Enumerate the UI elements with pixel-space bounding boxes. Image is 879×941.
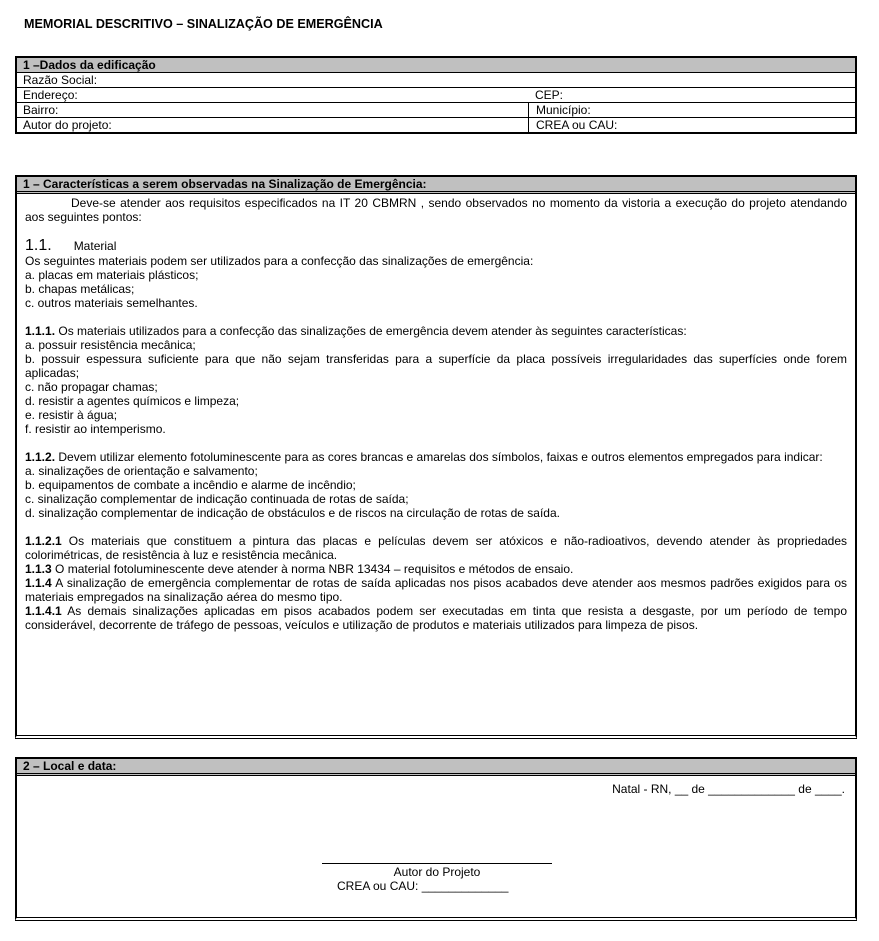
section-1-1-2-number: 1.1.2. <box>25 450 56 464</box>
list-item: b. possuir espessura suficiente para que não sejam transferidas para a superfície da placa possíveis irregularidades das superfícies onde forem aplicadas; <box>25 352 847 380</box>
list-item: c. outros materiais semelhantes. <box>25 296 198 310</box>
section-1-1-4-1-number: 1.1.4.1 <box>25 604 62 618</box>
section-1-1-heading <box>25 238 847 254</box>
section-1-1-4 <box>25 576 847 604</box>
section-1-1-4-text: A sinalização de emergência complementar de rotas de saída aplicadas nos pisos acabados deve atender aos mesmos padrões exigidos para os materiais empregados na sinalização aérea do mesmo tipo. <box>25 576 847 604</box>
section-1-1-2-1-number: 1.1.2.1 <box>25 534 62 548</box>
section-1-1-1 <box>25 324 847 338</box>
date-line: Natal - RN, __ de _____________ de ____. <box>612 782 845 796</box>
municipio-label: Município: <box>528 103 591 117</box>
list-item: f. resistir ao intemperismo. <box>25 422 166 436</box>
intro-paragraph: Deve-se atender aos requisitos especificados na IT 20 CBMRN , sendo observados no momento da vistoria a execução do projeto atendando aos seguintes pontos: <box>25 196 847 224</box>
list-item: c. não propagar chamas; <box>25 380 158 394</box>
characteristics-section <box>15 175 857 739</box>
list-item: b. chapas metálicas; <box>25 282 135 296</box>
signature-label: Autor do Projeto <box>393 865 481 879</box>
building-data-table <box>15 56 857 134</box>
bairro-label: Bairro: <box>23 103 59 117</box>
signature-line <box>322 863 552 864</box>
place-date-header: 2 – Local e data: <box>17 759 855 776</box>
section-1-1-4-1 <box>25 604 847 632</box>
list-item: a. placas em materiais plásticos; <box>25 268 199 282</box>
section-1-1-4-number: 1.1.4 <box>25 576 52 590</box>
section-1-1-3-number: 1.1.3 <box>25 562 52 576</box>
place-date-section <box>15 757 857 921</box>
characteristics-header: 1 – Características a serem observadas na Sinalização de Emergência: <box>17 177 855 194</box>
row-bairro <box>17 102 855 117</box>
document-title: MEMORIAL DESCRITIVO – SINALIZAÇÃO DE EMERGÊNCIA <box>24 17 383 31</box>
crea-cau-label: CREA ou CAU: <box>528 118 617 132</box>
list-item: d. sinalização complementar de indicação de obstáculos e de riscos na circulação de rotas de saída. <box>25 506 560 520</box>
section-1-1-4-1-text: As demais sinalizações aplicadas em pisos acabados podem ser executadas em tinta que resista a desgaste, por um período de tempo considerável, decorrente de tráfego de pessoas, veículos e utilização de produtos e materiais utilizados para limpeza de pisos. <box>25 604 847 632</box>
cep-label: CEP: <box>535 88 564 102</box>
section-1-1-1-number: 1.1.1. <box>25 324 56 338</box>
list-item: a. possuir resistência mecânica; <box>25 338 196 352</box>
section-1-1-2-text: Devem utilizar elemento fotoluminescente para as cores brancas e amarelas dos símbolos, faixas e outros elementos empregados para indicar: <box>55 450 823 464</box>
crea-cau-line: CREA ou CAU: _____________ <box>337 879 509 893</box>
building-data-header: 1 –Dados da edificação <box>17 58 855 72</box>
section-1-1-2-1-text: Os materiais que constituem a pintura das placas e películas devem ser atóxicos e não-radioativos, devendo atender às propriedades colorimétricas, de resistência à luz e resistência mecânica. <box>25 534 847 562</box>
autor-projeto-label: Autor do projeto: <box>23 118 112 132</box>
characteristics-content <box>17 194 855 632</box>
section-1-1-1-text: Os materiais utilizados para a confecção das sinalizações de emergência devem atender às seguintes características: <box>55 324 687 338</box>
section-1-1-2 <box>25 450 847 464</box>
razao-social-label: Razão Social: <box>23 73 98 87</box>
row-autor <box>17 117 855 132</box>
section-1-1-2-1 <box>25 534 847 562</box>
list-item: d. resistir a agentes químicos e limpeza; <box>25 394 240 408</box>
list-item: b. equipamentos de combate a incêndio e alarme de incêndio; <box>25 478 356 492</box>
list-item: e. resistir à água; <box>25 408 118 422</box>
section-1-1-3 <box>25 562 847 576</box>
row-razao-social <box>17 72 855 87</box>
section-1-1-text: Os seguintes materiais podem ser utilizados para a confecção das sinalizações de emergência: <box>25 254 534 268</box>
list-item: a. sinalizações de orientação e salvamento; <box>25 464 258 478</box>
section-1-1-number: 1.1. <box>25 237 52 254</box>
section-1-1-label: Material <box>73 239 117 253</box>
row-endereco <box>17 87 855 102</box>
list-item: c. sinalização complementar de indicação continuada de rotas de saída; <box>25 492 409 506</box>
section-1-1-3-text: O material fotoluminescente deve atender à norma NBR 13434 – requisitos e métodos de ensaio. <box>51 562 574 576</box>
endereco-label: Endereço: <box>23 88 78 102</box>
